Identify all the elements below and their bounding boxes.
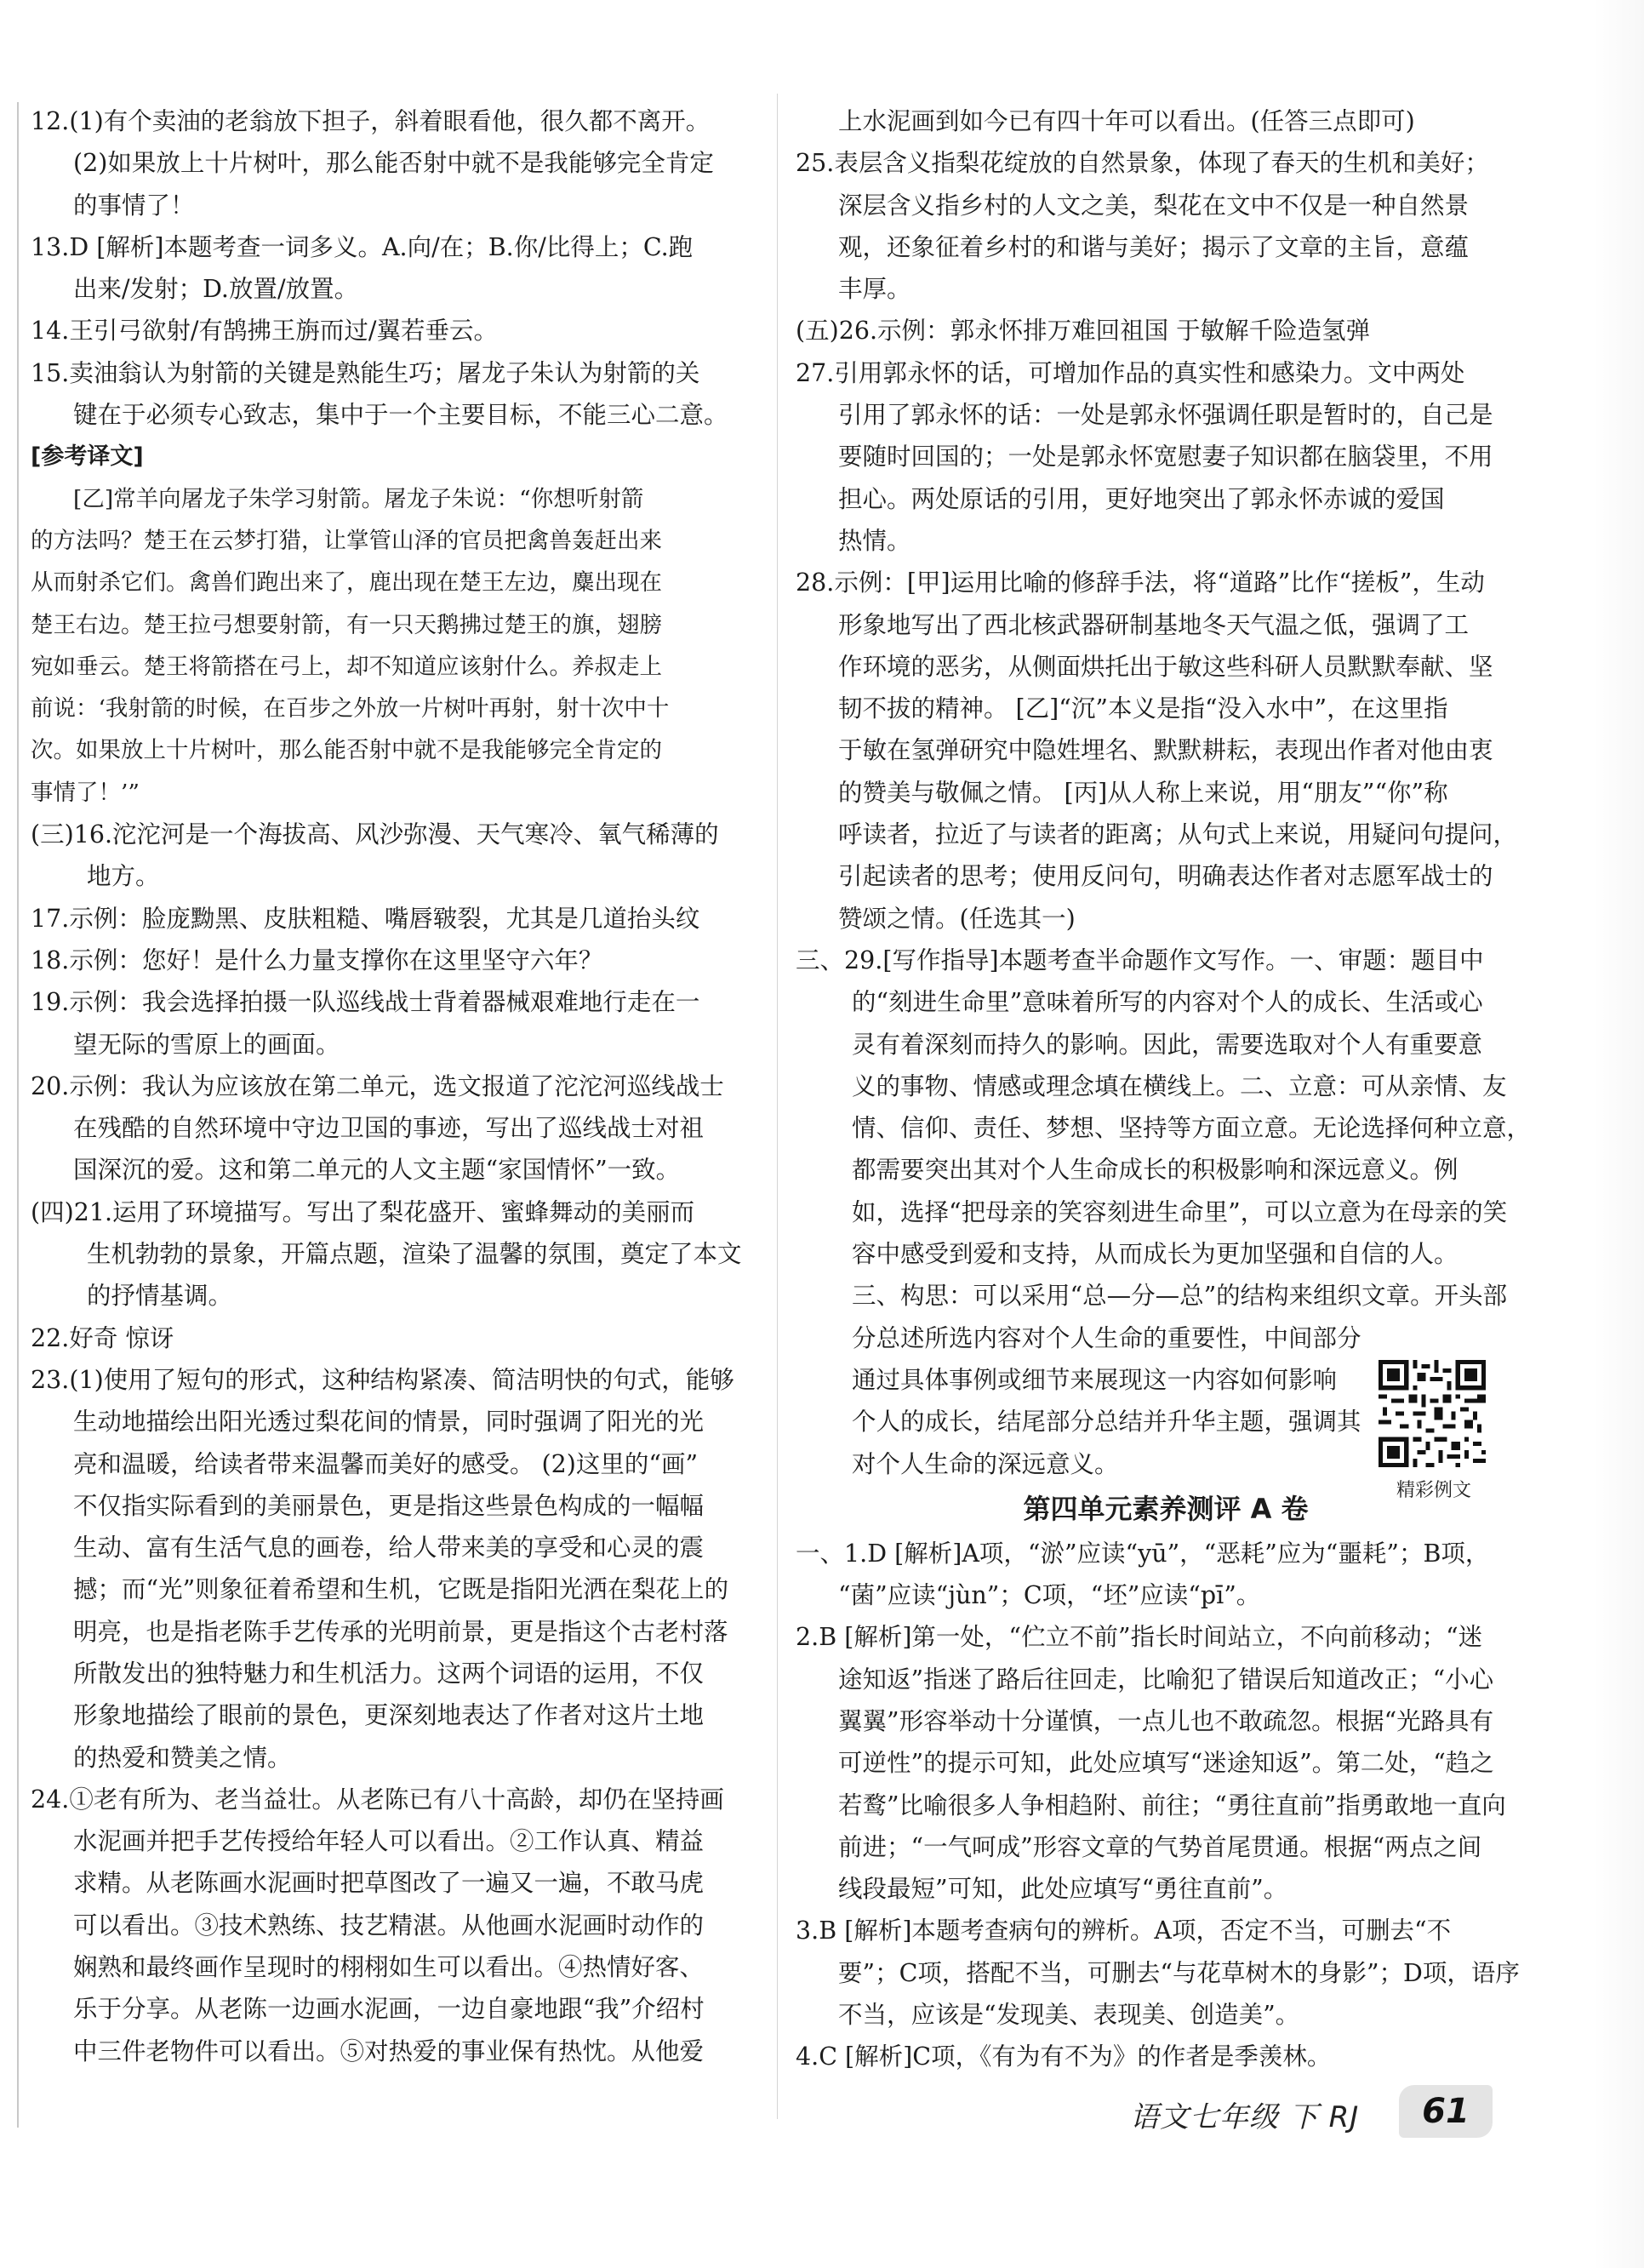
answer-line: 情、信仰、责任、梦想、坚持等方面立意。无论选择何种立意， (852, 1114, 1532, 1143)
answer-line: 13.D [解析]本题考查一词多义。A.向/在；B.你/比得上；C.跑 (31, 232, 694, 261)
answer-line: 求精。从老陈画水泥画时把草图改了一遍又一遍，不敢马虎 (73, 1869, 705, 1898)
answer-line: 如，选择“把母亲的笑容刻进生命里”，可以立意为在母亲的笑 (852, 1197, 1508, 1226)
answer-line: 不仅指实际看到的美丽景色，更是指这些景色构成的一幅幅 (73, 1491, 705, 1520)
answer-line: 呼读者，拉近了与读者的距离；从句式上来说，用疑问句提问， (838, 820, 1518, 849)
answer-line: 25.表层含义指梨花绽放的自然景象，体现了春天的生机和美好； (796, 149, 1489, 178)
answer-line: (五)26.示例：郭永怀排万难回祖国 于敏解千险造氢弹 (796, 317, 1371, 346)
answer-line: 通过具体事例或细节来展现这一内容如何影响 (852, 1365, 1338, 1394)
answer-line: 容中感受到爱和支持，从而成长为更加坚强和自信的人。 (852, 1240, 1458, 1269)
answer-line: 的抒情基调。 (87, 1282, 233, 1311)
answer-line: 中三件老物件可以看出。⑤对热爱的事业保有热忱。从他爱 (73, 2037, 705, 2065)
answer-line: 12.(1)有个卖油的老翁放下担子，斜着眼看他，很久都不离开。 (31, 107, 711, 135)
answer-line: 乐于分享。从老陈一边画水泥画，一边自豪地跟“我”介绍村 (73, 1995, 705, 2024)
page-footer (1130, 2085, 1530, 2145)
answer-line: 的方法吗？楚王在云梦打猎，让掌管山泽的官员把禽兽轰赶出来 (31, 527, 662, 554)
answer-line: 上水泥画到如今已有四十年可以看出。(任答三点即可) (838, 107, 1415, 135)
answer-line: 线段最短”可知，此处应填写“勇往直前”。 (838, 1875, 1288, 1904)
answer-line: 三、构思：可以采用“总—分—总”的结构来组织文章。开头部 (852, 1282, 1508, 1311)
answer-line: 要随时回国的；一处是郭永怀宽慰妻子知识都在脑袋里，不用 (838, 443, 1493, 471)
column-divider (777, 94, 778, 2119)
answer-line: 18.示例：您好！是什么力量支撑你在这里坚守六年？ (31, 945, 603, 974)
answer-line: 望无际的雪原上的画面。 (73, 1030, 340, 1059)
answer-line: 都需要突出其对个人生命成长的积极影响和深远意义。例 (852, 1156, 1458, 1185)
answer-line: 键在于必须专心致志，集中于一个主要目标，不能三心二意。 (73, 401, 728, 430)
answer-line: 灵有着深刻而持久的影响。因此，需要选取对个人有重要意 (852, 1030, 1483, 1059)
answer-line: 出来/发射；D.放置/放置。 (73, 275, 359, 304)
answer-line: 国深沉的爱。这和第二单元的人文主题“家国情怀”一致。 (73, 1156, 681, 1185)
answer-line: 引用了郭永怀的话：一处是郭永怀强调任职是暂时的，自己是 (838, 401, 1493, 430)
answer-line: 娴熟和最终画作呈现时的栩栩如生可以看出。④热情好客、 (73, 1953, 705, 1982)
answer-line: 三、29.[写作指导]本题考查半命题作文写作。一、审题：题目中 (796, 945, 1484, 974)
answer-line: 不当，应该是“发现美、表现美、创造美”。 (838, 2001, 1300, 2030)
answer-line: 要”；C项，搭配不当，可删去“与花草树木的身影”；D项，语序 (838, 1958, 1520, 1987)
answer-line: 从而射杀它们。禽兽们跑出来了，鹿出现在楚王左边，麋出现在 (31, 569, 662, 597)
answer-line: (2)如果放上十片树叶，那么能否射中就不是我能够完全肯定 (73, 149, 714, 178)
answer-line: 明亮，也是指老陈手艺传承的光明前景，更是指这个古老村落 (73, 1617, 728, 1646)
qr-code-block[interactable] (1379, 1360, 1489, 1502)
qr-caption: 精彩例文 (1396, 1480, 1471, 1501)
page-number: 61 (1399, 2085, 1493, 2138)
answer-line: 形象地描绘了眼前的景色，更深刻地表达了作者对这片土地 (73, 1701, 705, 1730)
left-column (31, 100, 754, 2072)
answer-line: 的热爱和赞美之情。 (73, 1743, 292, 1772)
answer-line: 次。如果放上十片树叶，那么能否射中就不是我能够完全肯定的 (31, 737, 662, 764)
answer-line: 生动、富有生活气息的画卷，给人带来美的享受和心灵的震 (73, 1534, 705, 1562)
answer-line: 义的事物、情感或理念填在横线上。二、立意：可从亲情、友 (852, 1071, 1507, 1100)
answer-line: 深层含义指乡村的人文之美，梨花在文中不仅是一种自然景 (838, 191, 1470, 220)
answer-line: 韧不拔的精神。 [乙]“沉”本义是指“没入水中”，在这里指 (838, 694, 1448, 723)
answer-line: 前说：‘我射箭的时候，在百步之外放一片树叶再射，射十次中十 (31, 695, 670, 723)
binding-edge-line (17, 102, 19, 2128)
answer-line: 个人的成长，结尾部分总结并升华主题，强调其 (852, 1408, 1361, 1437)
footer-subject: 语文七年级 下 RJ (1130, 2100, 1360, 2134)
answer-line: 引起读者的思考；使用反问句，明确表达作者对志愿军战士的 (838, 862, 1493, 891)
answer-line: 一、1.D [解析]A项，“淤”应读“yū”，“恶耗”应为“噩耗”；B项， (796, 1539, 1490, 1568)
answer-line: 宛如垂云。楚王将箭搭在弓上，却不知道应该射什么。养叔走上 (31, 653, 662, 680)
answer-line: 22.好奇 惊讶 (31, 1323, 174, 1352)
answer-line: 撼；而“光”则象征着希望和生机，它既是指阳光洒在梨花上的 (73, 1575, 729, 1604)
answer-line: 23.(1)使用了短句的形式，这种结构紧凑、简洁明快的句式，能够 (31, 1365, 734, 1394)
answer-line: 可逆性”的提示可知，此处应填写“迷途知返”。第二处，“趋之 (838, 1749, 1494, 1778)
answer-line: 作环境的恶劣，从侧面烘托出于敏这些科研人员默默奉献、坚 (838, 652, 1493, 681)
answer-line: 所散发出的独特魅力和生机活力。这两个词语的运用，不仅 (73, 1659, 705, 1688)
answer-line: 可以看出。③技术熟练、技艺精湛。从他画水泥画时动作的 (73, 1911, 705, 1940)
scan-edge-shadow (1593, 0, 1644, 2268)
answer-line: 的赞美与敬佩之情。 [丙]从人称上来说，用“朋友”“你”称 (838, 778, 1448, 807)
answer-line: 赞颂之情。(任选其一) (838, 904, 1076, 933)
answer-line: 楚王右边。楚王拉弓想要射箭，有一只天鹅拂过楚王的旗，翅膀 (31, 611, 662, 638)
answer-line: 15.卖油翁认为射箭的关键是熟能生巧；屠龙子朱认为射箭的关 (31, 358, 700, 387)
reference-translation-heading: [参考译文] (31, 443, 144, 471)
answer-line: 3.B [解析]本题考查病句的辨析。A项，否定不当，可删去“不 (796, 1917, 1452, 1945)
answer-line: (三)16.沱沱河是一个海拔高、风沙弥漫、天气寒冷、氧气稀薄的 (31, 820, 719, 849)
answer-line: 17.示例：脸庞黝黑、皮肤粗糙、嘴唇皲裂，尤其是几道抬头纹 (31, 904, 700, 933)
answer-line: 24.①老有所为、老当益壮。从老陈已有八十高龄，却仍在坚持画 (31, 1785, 724, 1814)
answer-line: 担心。两处原话的引用，更好地突出了郭永怀赤诚的爱国 (838, 484, 1445, 513)
answer-line: 2.B [解析]第一处，“伫立不前”指长时间站立，不向前移动；“迷 (796, 1623, 1483, 1652)
answer-line: 丰厚。 (838, 275, 911, 304)
answer-line: 19.示例：我会选择拍摄一队巡线战士背着器械艰难地行走在一 (31, 988, 700, 1017)
answer-line: 4.C [解析]C项，《有为有不为》的作者是季羡林。 (796, 2042, 1332, 2071)
qr-code-icon[interactable] (1379, 1360, 1486, 1467)
answer-line: 地方。 (87, 862, 160, 891)
answer-line: 形象地写出了西北核武器研制基地冬天气温之低，强调了工 (838, 610, 1470, 639)
answer-line: 途知返”指迷了路后往回走，比喻犯了错误后知道改正；“小心 (838, 1665, 1494, 1694)
answer-line: 事情了！’” (31, 779, 140, 806)
unit-four-answers (796, 1533, 1519, 2078)
answer-line: 前进；“一气呵成”形容文章的气势首尾贯通。根据“两点之间 (838, 1832, 1482, 1861)
answer-line: 对个人生命的深远意义。 (852, 1449, 1119, 1478)
answer-line: 若鹜”比喻很多人争相趋附、前往；“勇往直前”指勇敢地一直向 (838, 1791, 1506, 1820)
answer-line: 水泥画并把手艺传授给年轻人可以看出。②工作认真、精益 (73, 1827, 705, 1856)
answer-line: [乙]常羊向屠龙子朱学习射箭。屠龙子朱说：“你想听射箭 (73, 485, 644, 512)
section-title: 第四单元素养测评 A 卷 (1023, 1492, 1309, 1525)
answer-line: 翼翼”形容举动十分谨慎，一点儿也不敢疏忽。根据“光路具有 (838, 1706, 1494, 1735)
answer-line: 亮和温暖，给读者带来温馨而美好的感受。 (2)这里的“画” (73, 1449, 699, 1478)
answer-line: 的事情了！ (73, 191, 195, 220)
answer-line: 27.引用郭永怀的话，可增加作品的真实性和感染力。文中两处 (796, 358, 1465, 387)
answer-line: 生机勃勃的景象，开篇点题，渲染了温馨的氛围，奠定了本文 (87, 1240, 742, 1269)
answer-line: 在残酷的自然环境中守边卫国的事迹，写出了巡线战士对祖 (73, 1114, 705, 1143)
answer-line: (四)21.运用了环境描写。写出了梨花盛开、蜜蜂舞动的美丽而 (31, 1197, 695, 1226)
answer-line: 的“刻进生命里”意味着所写的内容对个人的成长、生活或心 (852, 988, 1483, 1017)
right-column-answers (796, 100, 1532, 1485)
answer-line: 于敏在氢弹研究中隐姓埋名、默默耕耘，表现出作者对他由衷 (838, 736, 1493, 765)
answer-line: 14.王引弓欲射/有鹄拂王旃而过/翼若垂云。 (31, 317, 499, 346)
answer-line: 观，还象征着乡村的和谐与美好；揭示了文章的主旨，意蕴 (838, 232, 1470, 261)
answer-line: 分总述所选内容对个人生命的重要性，中间部分 (852, 1323, 1361, 1352)
right-column (796, 100, 1532, 2078)
answer-line: 生动地描绘出阳光透过梨花间的情景，同时强调了阳光的光 (73, 1408, 705, 1437)
answer-line: “菌”应读“jùn”；C项，“坯”应读“pī”。 (838, 1581, 1261, 1610)
answer-line: 热情。 (838, 526, 911, 555)
answer-line: 20.示例：我认为应该放在第二单元，选文报道了沱沱河巡线战士 (31, 1071, 724, 1100)
answer-line: 28.示例：[甲]运用比喻的修辞手法，将“道路”比作“搓板”，生动 (796, 568, 1485, 597)
